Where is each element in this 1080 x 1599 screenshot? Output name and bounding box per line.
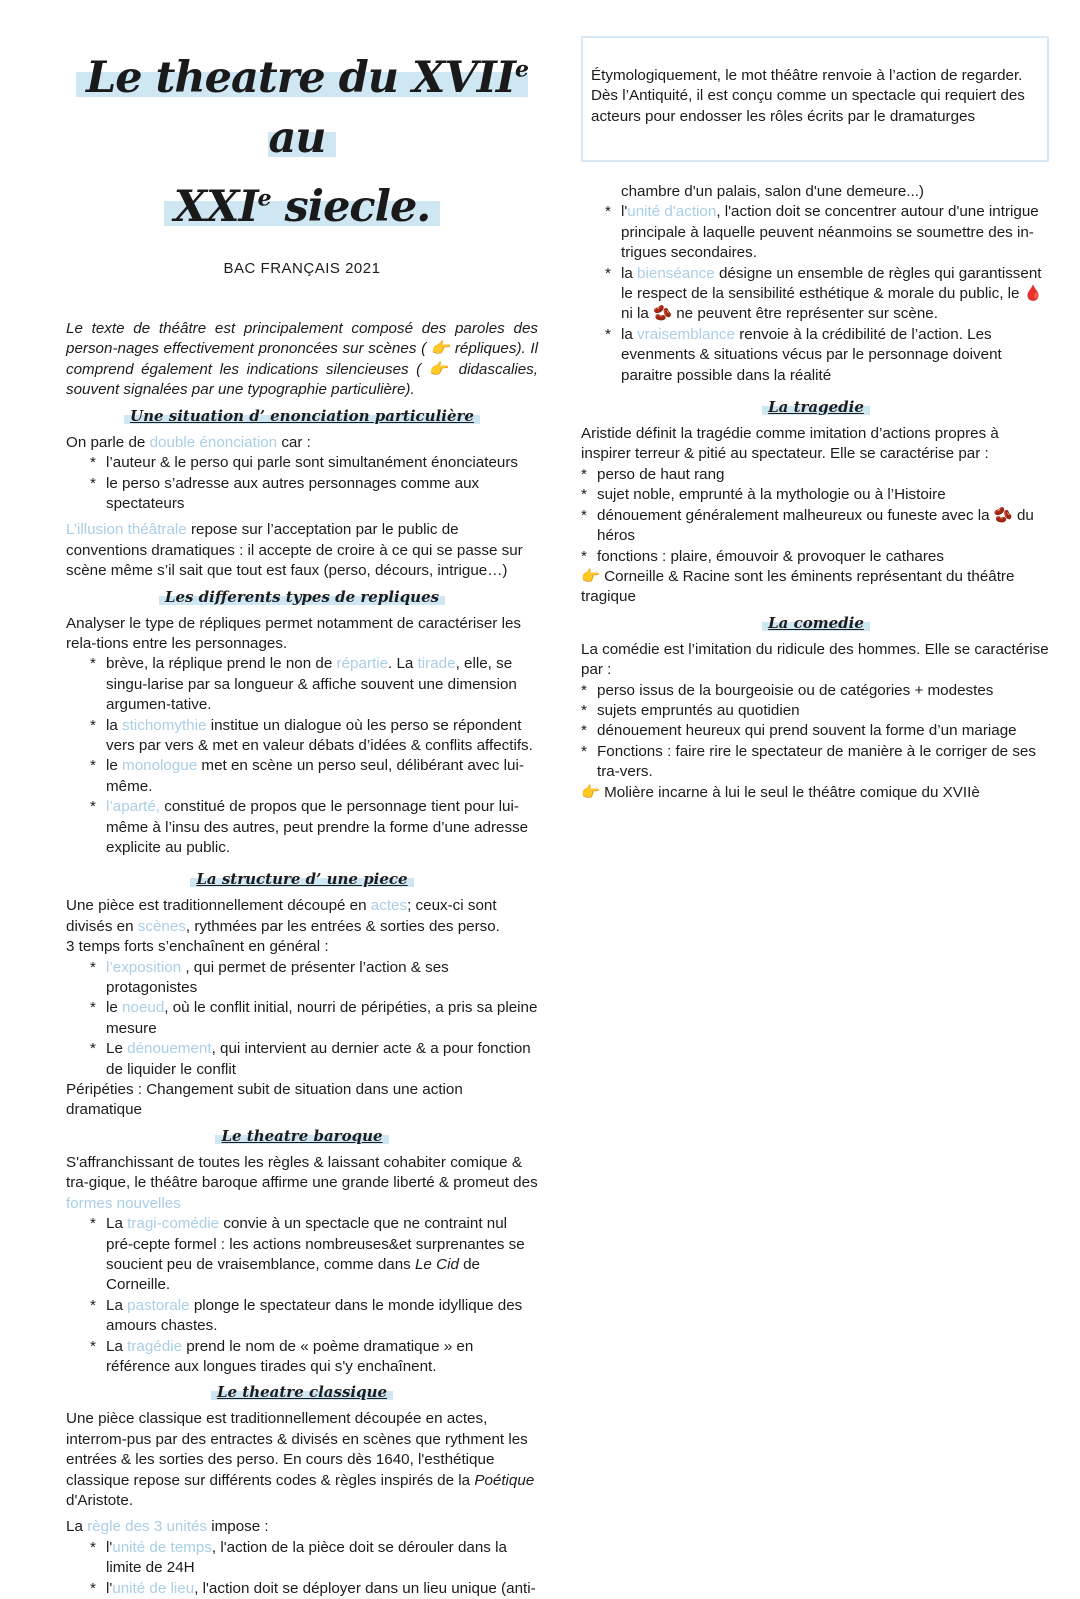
section-heading-baroque [66, 1125, 538, 1147]
list-item [90, 998, 538, 1039]
keyword: double énonciation [149, 433, 278, 451]
text: brève, la réplique prend le non de [106, 655, 337, 673]
bean-icon: 🫘 [653, 305, 673, 323]
intro-text-c: didascalies, souvent signalées par une typographie particulière). [66, 360, 538, 399]
paragraph [66, 896, 538, 937]
text: , où le conflit initial, nourri de péripéties, a pris sa pleine mesure [106, 999, 538, 1037]
text: l' [106, 1538, 113, 1556]
keyword: actes [370, 897, 408, 915]
bullet-list [605, 202, 1051, 386]
keyword: monologue [122, 757, 198, 775]
text: , qui permet de présenter l’action & ses protagonistes [106, 958, 449, 997]
list-item [90, 1579, 538, 1599]
title-line2-end: siecle. [270, 181, 431, 232]
section-heading-tragedie [581, 396, 1051, 418]
bullet-list [66, 453, 538, 514]
note [581, 567, 1051, 608]
note [581, 783, 1051, 803]
keyword: tirade [417, 655, 456, 673]
text: ne peuvent être représenter sur scène. [672, 305, 938, 323]
list-item [90, 716, 538, 757]
title-italic: Poétique [474, 1471, 535, 1489]
title-line1-sup: e [515, 57, 528, 83]
text: Corneille & Racine sont les éminents représentant du théâtre tragique [581, 567, 1015, 606]
keyword: scènes [137, 917, 186, 935]
section-heading-repliques [66, 586, 538, 608]
text: constitué de propos que le personnage tient pour lui-même à l’insu des autres, peut prendre la forme d’une adresse explicite au public. [106, 798, 529, 856]
title-italic: Le Cid [414, 1255, 459, 1273]
text: On parle de [66, 433, 150, 451]
bullet-list [66, 1214, 538, 1377]
paragraph: Aristide définit la tragédie comme imitation d’actions propres à inspirer terreur & pitié au spectateur. Elle se caractérise par : [581, 425, 999, 463]
list-item: * sujet noble, emprunté à la mythologie ou à l’Histoire [581, 485, 1051, 505]
list-item [90, 1538, 538, 1579]
pointing-hand-icon: 👉 [581, 567, 600, 585]
etymology-box: Étymologiquement, le mot théâtre renvoie à l’action de regarder. Dès l’Antiquité, il est conçu comme un spectacle qui requiert des acteurs pour endosser les rôles écrits par le dramaturges [581, 36, 1049, 162]
text: prend le nom de « poème dramatique » en référence aux longues tirades qui s'y enchaînent. [106, 1337, 474, 1375]
keyword: bienséance [637, 264, 715, 282]
heading-text: Le theatre classique [211, 1383, 393, 1401]
text: , rythmées par les entrées & sorties des perso. [185, 917, 500, 935]
text: Molière incarne à lui le seul le théâtre comique du XVIIè [599, 783, 980, 801]
section-heading-classique [66, 1381, 538, 1403]
text: repose sur l’acceptation par le public de conventions dramatiques : il accepte de croire à ce qui se passe sur scène même s’il sait que tout est faux (perso, décours, intrigue…) [66, 521, 523, 580]
paragraph [66, 433, 538, 453]
text: , qui intervient au dernier acte & a pour fonction de liquider le conflit [106, 1040, 531, 1078]
list-item: * fonctions : plaire, émouvoir & provoquer le cathares [581, 547, 1051, 567]
keyword: unité d'action [627, 203, 717, 221]
text: l' [106, 1579, 113, 1597]
keyword: l’exposition [106, 958, 182, 976]
pointing-hand-icon: 👉 [428, 360, 452, 378]
section-heading-structure [66, 868, 538, 890]
list-item [90, 1337, 538, 1378]
heading-text: La tragedie [762, 398, 870, 416]
text: le [106, 757, 123, 775]
keyword: l’aparté, [106, 798, 161, 816]
list-item [90, 756, 538, 797]
heading-text: La structure d’ une piece [190, 870, 413, 888]
paragraph: 3 temps forts s’enchaînent en général : [66, 938, 329, 956]
keyword: pastorale [127, 1296, 190, 1314]
continued-text [581, 182, 1051, 386]
keyword: stichomythie [122, 716, 207, 734]
paragraph [66, 520, 538, 581]
keyword: L’illusion théâtrale [66, 521, 187, 539]
text: Une pièce est traditionnellement découpé en [66, 897, 371, 915]
pointing-hand-icon: 👉 [430, 340, 451, 358]
list-item [90, 1039, 538, 1080]
keyword: tragi-comédie [127, 1215, 220, 1233]
list-item: * l’auteur & le perso qui parle sont simultanément énonciateurs [90, 453, 538, 473]
text: La [106, 1296, 128, 1314]
heading-text: Les differents types de repliques [159, 588, 445, 606]
title-line1: Le theatre du XVII [85, 53, 515, 104]
text: ; ceux-ci sont divisés en [66, 897, 497, 935]
paragraph: Analyser le type de répliques permet notamment de caractériser les rela-tions entre les personnages. [66, 614, 522, 652]
list-item [90, 958, 538, 999]
keyword: répartie [336, 655, 389, 673]
keyword: vraisemblance [637, 325, 735, 343]
keyword: formes nouvelles [66, 1194, 181, 1212]
text: met en scène un perso seul, délibérant avec lui-même. [106, 757, 524, 795]
text: la [621, 325, 638, 343]
text: impose : [207, 1518, 269, 1536]
list-item: * perso issus de la bourgeoisie ou de catégories + modestes [581, 681, 1051, 701]
list-item [90, 1214, 538, 1296]
subtitle: BAC FRANÇAIS 2021 [223, 259, 381, 277]
text: dénouement généralement malheureux ou funeste avec la [597, 506, 994, 524]
bullet-list [66, 654, 538, 858]
paragraph [66, 1153, 538, 1214]
text: Une pièce classique est traditionnellement découpée en actes, interrom-pus par des entractes & divisés en scènes que rythment les entrées & les sorties des perso. En cours dès 1640, l'esthétique classique repose sur différents codes & règles inspirés de la [66, 1410, 528, 1489]
text: convie à un spectacle que ne contraint nul pré-cepte formel : les actions nombreuses&et surprenantes se soucient peu de vraisemblance, comme dans [106, 1215, 525, 1273]
text: la [621, 264, 638, 282]
text: du héros [597, 506, 1034, 545]
blood-drop-icon: 🩸 [1023, 285, 1043, 303]
text: . La [388, 655, 418, 673]
text: la [106, 716, 123, 734]
keyword: unité de lieu [112, 1579, 195, 1597]
heading-text: Le theatre baroque [215, 1127, 388, 1145]
list-item: * sujets empruntés au quotidien [581, 701, 1051, 721]
list-item [605, 202, 1051, 263]
list-item [581, 506, 1051, 547]
text: de Corneille. [106, 1255, 481, 1294]
text: La [106, 1337, 128, 1355]
paragraph [66, 1409, 538, 1511]
bullet-list [66, 1538, 538, 1599]
intro-paragraph [66, 319, 538, 401]
list-item [90, 654, 538, 715]
heading-text: Une situation d’ enonciation particulière [124, 407, 480, 425]
text: , elle, se singu-larise par sa longueur & affiche souvent une dimension argumen-tative. [106, 655, 517, 714]
list-item [605, 325, 1051, 386]
bullet-list [66, 958, 538, 1080]
keyword: règle des 3 unités [87, 1518, 208, 1536]
title-line1-end: au [268, 113, 326, 164]
bullet-list [581, 465, 1051, 567]
text: désigne un ensemble de règles qui garantissent le respect de la sensibilité esthétique & morale du public, le [621, 264, 1042, 303]
list-item: * dénouement heureux qui prend souvent la forme d’un mariage [581, 721, 1051, 741]
text: l' [621, 203, 628, 221]
text: d'Aristote. [66, 1491, 134, 1509]
list-item [90, 1296, 538, 1337]
bullet-list [581, 681, 1051, 783]
text: La [106, 1215, 128, 1233]
keyword: noeud [122, 999, 165, 1017]
text: le [106, 999, 123, 1017]
list-item [605, 264, 1051, 325]
paragraph: Péripéties : Changement subit de situation dans une action dramatique [66, 1081, 463, 1119]
text: S'affranchissant de toutes les règles & laissant cohabiter comique & tra-gique, le théâtre baroque affirme une grande liberté & promeut des [66, 1153, 538, 1192]
section-heading-enonciation [66, 405, 538, 427]
intro-text-b: répliques). Il comprend également les indications silencieuses ( [66, 340, 538, 378]
paragraph: chambre d'un palais, salon d'une demeure...) [621, 183, 924, 200]
text: car : [277, 433, 311, 451]
section-heading-comedie [581, 612, 1051, 634]
bean-icon: 🫘 [993, 506, 1013, 524]
list-item: * Fonctions : faire rire le spectateur de manière à le corriger de ses tra-vers. [581, 742, 1051, 783]
text: ni la [621, 305, 654, 323]
left-column [66, 40, 538, 1599]
list-item: * le perso s’adresse aux autres personnages comme aux spectateurs [90, 474, 538, 515]
text: , l'action de la pièce doit se dérouler dans la limite de 24H [106, 1538, 507, 1577]
text: , l'action doit se déployer dans un lieu unique (anti- [194, 1579, 536, 1597]
list-item: * perso de haut rang [581, 465, 1051, 485]
heading-text: La comedie [762, 614, 870, 632]
keyword: tragédie [127, 1337, 183, 1355]
title-line2-sup: e [257, 185, 271, 212]
text: La [66, 1518, 88, 1536]
text: renvoie à la crédibilité de l’action. Les evenments & situations vécus par le personnage doivent paraitre possible dans la réalité [621, 325, 1002, 384]
page-title [66, 40, 538, 237]
text: plonge le spectateur dans le monde idyllique des amours chastes. [106, 1296, 523, 1335]
pointing-hand-icon: 👉 [581, 783, 600, 801]
list-item [90, 797, 538, 858]
intro-text-a: Le texte de théâtre est principalement composé des paroles des person-nages effectivement prononcées sur scènes ( [66, 320, 538, 358]
right-column [581, 36, 1051, 803]
keyword: unité de temps [112, 1538, 212, 1556]
keyword: dénouement [127, 1040, 212, 1058]
text: , l'action doit se concentrer autour d'une intrigue principale à laquelle peuvent néanmoins se soumettre des in-trigues secondaires. [621, 203, 1039, 262]
text: Le [106, 1040, 128, 1058]
paragraph: La comédie est l’imitation du ridicule des hommes. Elle se caractérise par : [581, 640, 1049, 679]
text: institue un dialogue où les perso se répondent vers par vers & met en valeur débats d’idées & conflits affectifs. [106, 716, 533, 754]
title-line2: XXI [173, 181, 258, 232]
